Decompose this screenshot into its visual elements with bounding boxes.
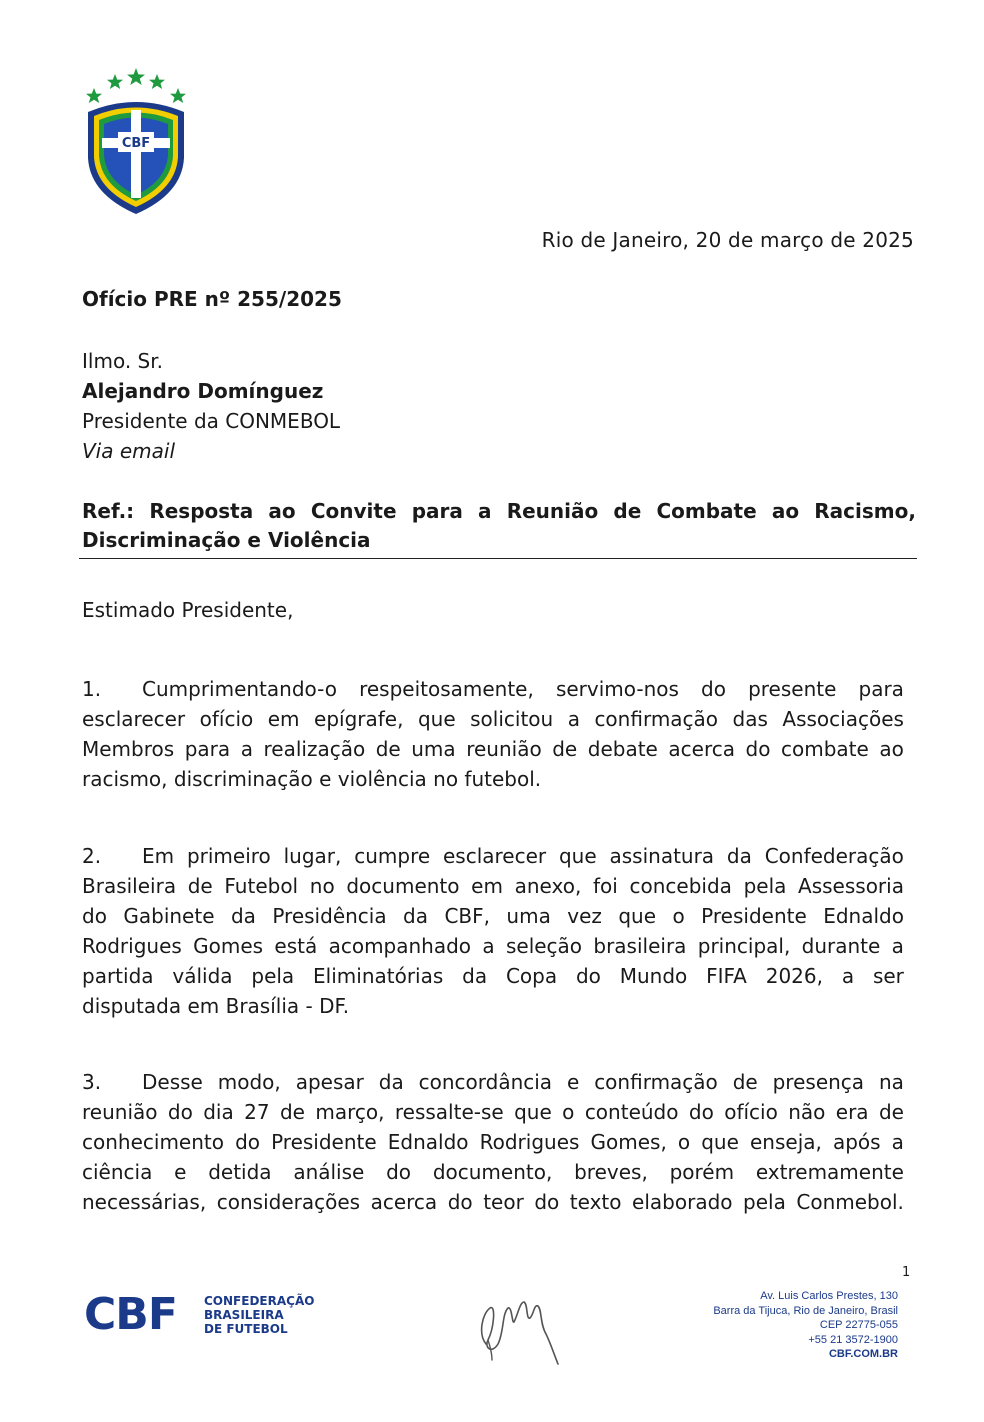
word: documento	[346, 874, 460, 898]
word: Ednaldo	[387, 1130, 469, 1154]
star-icon	[86, 88, 102, 103]
ref-word: ao	[268, 499, 296, 523]
word: do	[701, 677, 726, 701]
word: não	[788, 1100, 826, 1124]
reference-subject	[82, 497, 916, 555]
star-icon	[170, 88, 186, 103]
word: reunião	[466, 737, 542, 761]
paragraph-text	[142, 841, 904, 871]
word: conhecimento	[82, 1130, 224, 1154]
word: esclarecer	[82, 707, 186, 731]
word: conteúdo	[584, 1100, 679, 1124]
word: que	[417, 707, 456, 731]
recipient-salutation: Ilmo. Sr.	[82, 349, 163, 373]
address-line: Barra da Tijuca, Rio de Janeiro, Brasil	[713, 1304, 898, 1317]
paragraph-2	[82, 841, 904, 1021]
word: uma	[506, 904, 551, 928]
address-line: CEP 22775-055	[819, 1319, 898, 1331]
word: após	[832, 1130, 881, 1154]
word: da	[378, 1070, 404, 1094]
word: servimo-nos	[555, 677, 679, 701]
word: do	[386, 1160, 412, 1184]
word: seleção	[505, 934, 583, 958]
word: Gabinete	[123, 904, 215, 928]
word: de	[187, 874, 213, 898]
word: Assessoria	[798, 874, 904, 898]
word: de	[732, 1070, 758, 1094]
word: porém	[669, 1160, 735, 1184]
word: solicitou	[470, 707, 554, 731]
ref-word: Reunião	[506, 499, 599, 523]
paragraph-number: 3.	[82, 1070, 102, 1094]
word: do	[534, 1190, 560, 1214]
word: brasileira	[593, 934, 687, 958]
word: para	[858, 677, 904, 701]
recipient-block	[82, 346, 340, 466]
word: modo,	[217, 1070, 281, 1094]
word: foi	[592, 874, 618, 898]
ref-word: de	[613, 499, 642, 523]
word: de	[375, 737, 401, 761]
cbf-crest-logo	[82, 66, 190, 218]
wordmark-line: CONFEDERAÇÃO	[204, 1294, 315, 1308]
word: em	[471, 874, 503, 898]
word: FIFA	[706, 964, 747, 988]
word: acerca	[668, 737, 735, 761]
page-number: 1	[902, 1265, 911, 1280]
paragraph-line	[82, 734, 904, 764]
star-icon	[149, 74, 165, 89]
word: Copa	[505, 964, 558, 988]
word: Futebol	[224, 874, 299, 898]
word: durante	[801, 934, 881, 958]
word: no	[309, 874, 335, 898]
word: da	[230, 904, 256, 928]
word: do	[167, 1100, 193, 1124]
word: do	[688, 1100, 714, 1124]
word: pela	[743, 874, 787, 898]
word: acerca	[370, 1190, 438, 1214]
divider	[79, 558, 917, 559]
word: ofício	[724, 1100, 778, 1124]
word: Membros	[82, 737, 175, 761]
paragraph-line	[82, 931, 904, 961]
star-icons	[86, 68, 186, 103]
word: ciência	[82, 1160, 153, 1184]
ref-word: Convite	[310, 499, 397, 523]
wordmark-line: BRASILEIRA	[204, 1308, 284, 1322]
word: confirmação	[594, 707, 719, 731]
word: ressalte-se	[394, 1100, 504, 1124]
paragraph-1	[82, 674, 904, 794]
word: e	[174, 1160, 187, 1184]
paragraph-line	[82, 901, 904, 931]
word: em	[267, 707, 300, 731]
word: está	[274, 934, 318, 958]
star-icon	[107, 74, 123, 89]
oficio-number: Ofício PRE nº 255/2025	[82, 287, 342, 311]
paragraph-line	[82, 841, 904, 871]
word: Presidente	[701, 904, 807, 928]
word: era	[835, 1100, 869, 1124]
word: pela	[251, 964, 295, 988]
word: Cumprimentando-o	[142, 677, 337, 701]
word: que	[618, 904, 657, 928]
word: Mundo	[619, 964, 688, 988]
address-line: Av. Luis Carlos Prestes, 130	[760, 1290, 898, 1302]
crest-text: CBF	[121, 136, 151, 151]
word: Associações	[782, 707, 904, 731]
word: elaborado	[632, 1190, 733, 1214]
ref-word: Ref.:	[82, 499, 135, 523]
word: ofício	[199, 707, 254, 731]
signature	[468, 1284, 568, 1370]
word: anexo,	[514, 874, 582, 898]
reference-line-2: Discriminação e Violência	[82, 528, 371, 552]
ref-word: para	[411, 499, 463, 523]
word: de	[878, 1100, 904, 1124]
word: na	[878, 1070, 904, 1094]
paragraph-line	[82, 961, 904, 991]
word: considerações	[216, 1190, 361, 1214]
word: reunião	[82, 1100, 158, 1124]
word: do	[235, 1130, 260, 1154]
word: Brasileira	[82, 874, 177, 898]
website-link[interactable]: CBF.COM.BR	[828, 1348, 898, 1360]
reference-line-1	[82, 497, 916, 526]
word: 27	[244, 1100, 270, 1124]
word: o	[672, 904, 685, 928]
word: das	[732, 707, 768, 731]
word: da	[462, 964, 488, 988]
recipient-via: Via email	[82, 439, 176, 463]
word: para	[184, 737, 231, 761]
word: Confederação	[764, 844, 904, 868]
word: da	[403, 904, 428, 928]
word: que	[558, 844, 597, 868]
paragraph-line	[82, 1067, 904, 1097]
word: extremamente	[755, 1160, 904, 1184]
ref-word: ao	[771, 499, 800, 523]
word: 2026,	[765, 964, 823, 988]
word: enseja,	[749, 1130, 822, 1154]
word: a	[240, 737, 253, 761]
word: de	[279, 1100, 305, 1124]
word: detida	[208, 1160, 272, 1184]
word: Ednaldo	[823, 904, 904, 928]
ref-word: Resposta	[149, 499, 254, 523]
word: do	[447, 1190, 473, 1214]
word: necessárias,	[82, 1190, 207, 1214]
ref-word: Combate	[656, 499, 757, 523]
word: Desse	[142, 1070, 203, 1094]
word: Rodrigues	[82, 934, 182, 958]
word: CBF,	[444, 904, 490, 928]
phone-line: +55 21 3572-1900	[808, 1333, 898, 1346]
word: do	[575, 964, 601, 988]
word: teor	[483, 1190, 524, 1214]
word: acompanhado	[328, 934, 472, 958]
paragraph-line	[82, 1157, 904, 1187]
word: documento,	[432, 1160, 553, 1184]
word: Eliminatórias	[313, 964, 444, 988]
word: Presidência	[272, 904, 387, 928]
word: que	[701, 1130, 739, 1154]
word: vez	[567, 904, 602, 928]
paragraph-line: disputada em Brasília - DF.	[82, 994, 350, 1018]
recipient-title: Presidente da CONMEBOL	[82, 409, 341, 433]
word: e	[566, 1070, 580, 1094]
word: válida	[172, 964, 233, 988]
word: a	[891, 934, 904, 958]
recipient-name: Alejandro Domínguez	[82, 379, 324, 403]
greeting: Estimado Presidente,	[82, 598, 294, 622]
paragraph-line	[82, 871, 904, 901]
word: concebida	[629, 874, 732, 898]
paragraph-line: racismo, discriminação e violência no futebol.	[82, 767, 542, 791]
word: de	[552, 737, 578, 761]
word: apesar	[295, 1070, 364, 1094]
word: breves,	[574, 1160, 648, 1184]
word: epígrafe,	[314, 707, 404, 731]
word: o	[677, 1130, 691, 1154]
word: dia	[203, 1100, 234, 1124]
word: lugar,	[283, 844, 342, 868]
word: esclarecer	[442, 844, 547, 868]
word: principal,	[697, 934, 791, 958]
paragraph-line	[82, 1097, 904, 1127]
word: debate	[587, 737, 658, 761]
paragraph-number: 2.	[82, 844, 102, 868]
word: assinatura	[609, 844, 715, 868]
word: combate	[781, 737, 869, 761]
word: a	[567, 707, 580, 731]
word: partida	[82, 964, 154, 988]
word: do	[82, 904, 107, 928]
word: ao	[879, 737, 904, 761]
word: Em	[142, 844, 175, 868]
word: Gomes	[193, 934, 264, 958]
ref-word: a	[478, 499, 492, 523]
word: que	[514, 1100, 552, 1124]
word: da	[726, 844, 752, 868]
paragraph-text	[142, 674, 904, 704]
word: Presidente	[271, 1130, 377, 1154]
footer-logo-mark: CBF	[84, 1289, 177, 1340]
paragraph-number: 1.	[82, 677, 102, 701]
word: março,	[315, 1100, 385, 1124]
word: presença	[772, 1070, 865, 1094]
footer-logo-wordmark	[204, 1294, 314, 1336]
word: cumpre	[354, 844, 431, 868]
word: confirmação	[594, 1070, 718, 1094]
paragraph-line	[82, 1127, 904, 1157]
word: realização	[263, 737, 366, 761]
word: do	[745, 737, 771, 761]
paragraph-3	[82, 1067, 904, 1217]
star-icon	[127, 68, 145, 85]
word: respeitosamente,	[359, 677, 534, 701]
footer-logo	[84, 1290, 324, 1340]
word: Rodrigues	[479, 1130, 580, 1154]
paragraph-line	[82, 704, 904, 734]
word: a	[482, 934, 495, 958]
word: presente	[748, 677, 837, 701]
letter-date: Rio de Janeiro, 20 de março de 2025	[541, 228, 914, 252]
word: análise	[293, 1160, 365, 1184]
ref-word: Racismo,	[814, 499, 916, 523]
footer-address	[713, 1289, 898, 1362]
word: ser	[872, 964, 904, 988]
paragraph-line	[82, 674, 904, 704]
word: uma	[411, 737, 456, 761]
word: Gomes,	[590, 1130, 667, 1154]
word: pela	[743, 1190, 786, 1214]
wordmark-line: DE FUTEBOL	[204, 1322, 288, 1336]
paragraph-line	[82, 1187, 904, 1217]
word: o	[562, 1100, 575, 1124]
word: a	[841, 964, 855, 988]
word: a	[891, 1130, 904, 1154]
word: concordância	[418, 1070, 553, 1094]
word: Conmebol.	[796, 1190, 904, 1214]
word: texto	[569, 1190, 622, 1214]
word: primeiro	[186, 844, 271, 868]
paragraph-text	[142, 1067, 904, 1097]
